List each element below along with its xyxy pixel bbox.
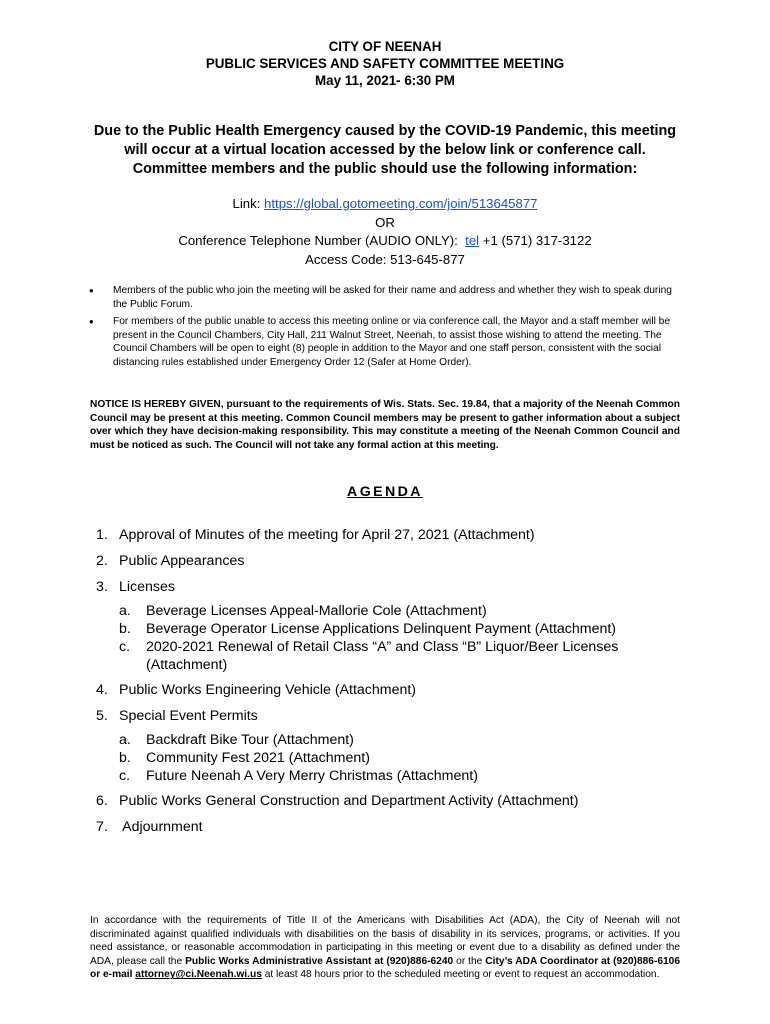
meeting-link[interactable]: https://global.gotomeeting.com/join/513645877 <box>264 196 538 211</box>
sub-item: a. Backdraft Bike Tour (Attachment) <box>119 732 354 748</box>
or-separator: OR <box>375 214 395 230</box>
agenda-title: AGENDA <box>347 484 423 500</box>
admin-assistant-contact: Public Works Administrative Assistant at (920)886-6240 <box>185 955 454 967</box>
sub-list <box>119 602 686 674</box>
ada-coordinator-contact: City’s ADA Coordinator at (920)886-6106 or e-mail <box>90 955 680 981</box>
email-link[interactable]: attorney@ci.Neenah.wi.us <box>135 969 262 981</box>
sub-item: c. 2020-2021 Renewal of Retail Class “A” and Class “B” Liquor/Beer Licenses (Attachment) <box>119 639 619 673</box>
agenda-item: 1. Approval of Minutes of the meeting for April 27, 2021 (Attachment) <box>96 527 535 543</box>
sub-item: b. Community Fest 2021 (Attachment) <box>119 750 370 766</box>
phone-number: +1 (571) 317-3122 <box>482 233 592 248</box>
sub-item: a. Beverage Licenses Appeal-Mallorie Cole (Attachment) <box>119 603 487 619</box>
sub-item: b. Beverage Operator License Applications Delinquent Payment (Attachment) <box>119 621 617 637</box>
link-line <box>0 195 770 214</box>
agenda-item: 4. Public Works Engineering Vehicle (Attachment) <box>96 682 417 698</box>
agenda-item: 5. Special Event Permits a. Backdraft Bike Tour (Attachment) b. Community Fest 2021 (Attachment) c. Future Neenah A Very Merry Christmas (Attachment) <box>96 707 686 785</box>
sub-item: c. Future Neenah A Very Merry Christmas (Attachment) <box>119 768 478 784</box>
agenda-item: 3. Licenses a. Beverage Licenses Appeal-Mallorie Cole (Attachment) b. Beverage Operator License Applications Delinquent Payment (Attachment) c. 2020-2021 Renewal of Retail Class “A” and Class “B” Liquor/Beer Licenses (Attachment) <box>96 578 686 674</box>
list-item: • Members of the public who join the meeting will be asked for their name and address and whether they wish to speak during the Public Forum. <box>89 283 672 310</box>
document-header <box>0 38 770 89</box>
bullet-icon: • <box>89 314 94 330</box>
tel-link[interactable]: tel <box>465 233 480 248</box>
sub-list <box>119 731 686 785</box>
access-code: Access Code: 513-645-877 <box>305 251 465 267</box>
bullet-list <box>88 284 680 374</box>
covid-notice: Due to the Public Health Emergency caused by the COVID-19 Pandemic, this meeting will occur at a virtual location accessed by the below link or conference call. Committee members and the public should use the following information: <box>93 123 677 177</box>
phone-line <box>0 232 770 251</box>
meeting-title: PUBLIC SERVICES AND SAFETY COMMITTEE MEETING <box>205 56 565 71</box>
phone-label: Conference Telephone Number (AUDIO ONLY): <box>178 233 458 248</box>
agenda-item: 2. Public Appearances <box>96 553 245 569</box>
connection-info <box>0 195 770 269</box>
meeting-date: May 11, 2021- 6:30 PM <box>315 73 455 88</box>
list-item: • For members of the public unable to access this meeting online or via conference call, the Mayor and a staff member will be present in the Council Chambers, City Hall, 211 Walnut Street, Neenah, to assist those wishing to attend the meeting. The Council Chambers will be open to eight (8) people in addition to the Mayor and one staff person, consistent with the social distancing rules established under Emergency Order 12 (Safer at Home Order). <box>89 314 671 368</box>
city-name: CITY OF NEENAH <box>328 39 442 54</box>
ada-footer: In accordance with the requirements of Title II of the Americans with Disabilities Act (ADA), the City of Neenah will not discriminated against qualified individuals with disabilities on the basis of disability in its services, programs, or activities. If you need assistance, or reasonable accommodation in participating in this meeting or event due to a disability as defined under the ADA, please call the Public Works Administrative Assistant at (920)886-6240 or the City’s ADA Coordinator at (920)886-6106 or e-mail attorney@ci.Neenah.wi.us at least 48 hours prior to the scheduled meeting or event to request an accommodation. <box>90 915 680 981</box>
agenda-list <box>96 526 686 836</box>
agenda-item: 6. Public Works General Construction and Department Activity (Attachment) <box>96 793 579 809</box>
bullet-icon: • <box>89 283 94 298</box>
agenda-item: 7. Adjournment <box>96 819 203 835</box>
link-label: Link: <box>232 196 265 211</box>
legal-notice: NOTICE IS HEREBY GIVEN, pursuant to the requirements of Wis. Stats. Sec. 19.84, that a majority of the Neenah Common Council may be present at this meeting. Common Council members may be present to gather information about a subject over which they have decision-making responsibility. This may constitute a meeting of the Neenah Common Council and must be noticed as such. The Council will not take any formal action at this meeting. <box>90 399 680 451</box>
